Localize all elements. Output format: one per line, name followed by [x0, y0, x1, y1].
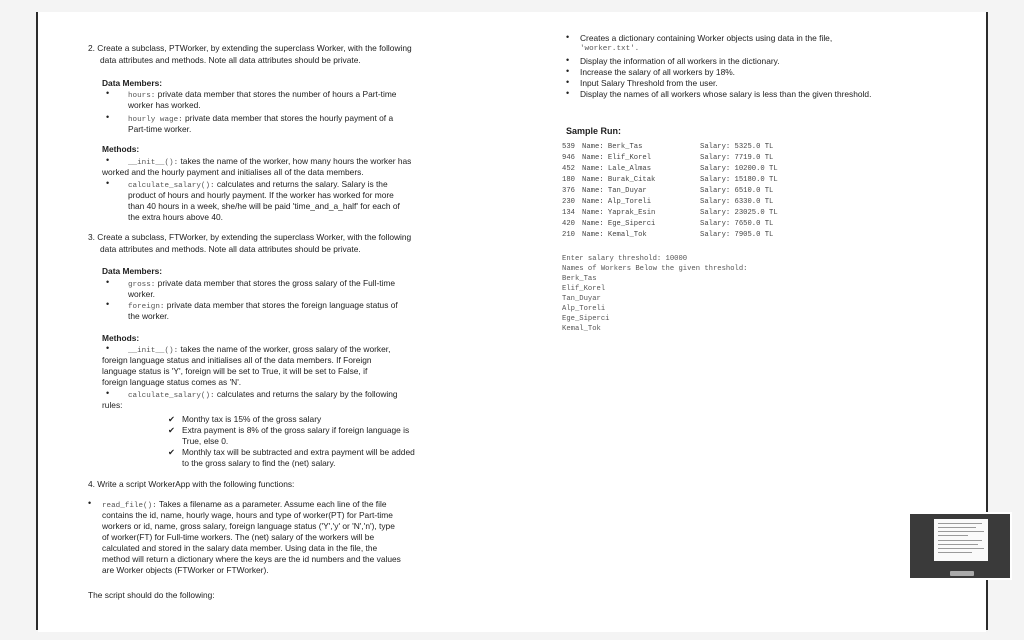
bullet-icon: • — [88, 498, 92, 508]
right-bullet-1-cont: 'worker.txt'. — [580, 45, 640, 53]
thumb-line — [938, 548, 984, 549]
q4-read-cont3: of worker(FT) for Full-time workers. The (net) salary of the workers will be — [102, 532, 375, 542]
bullet-icon: • — [566, 55, 570, 65]
table-row — [562, 153, 778, 164]
list-item: Berk_Tas — [562, 275, 597, 283]
run-salary: Salary: 7650.0 TL — [700, 220, 774, 228]
q3-init-item-cont: foreign language status and initialises all of the data members. If Foreign — [102, 355, 372, 365]
q4-read-cont6: are Worker objects (FTWorker or FTWorker). — [102, 565, 269, 575]
run-name: Name: Burak_Citak — [582, 176, 656, 184]
q2-methods-title: Methods: — [102, 144, 140, 154]
bullet-icon: • — [106, 178, 110, 188]
q4-read-cont4: calculated and stored in the salary data member. Using data in the file, the — [102, 543, 378, 553]
q2-wage-item-cont: Part-time worker. — [128, 124, 192, 134]
q4-read-cont2: workers or id, name, gross salary, foreign language status ('Y','y' or 'N','n'), type — [102, 521, 395, 531]
thumb-line — [938, 544, 978, 545]
list-item: Tan_Duyar — [562, 295, 601, 303]
bullet-icon: • — [566, 77, 570, 87]
q3-rule-2-cont: True, else 0. — [182, 436, 229, 446]
threshold-prompt: Enter salary threshold: 10000 — [562, 255, 688, 263]
thumb-line — [938, 527, 976, 528]
table-row — [562, 164, 778, 175]
run-name: Name: Elif_Korel — [582, 154, 652, 162]
list-item: Elif_Korel — [562, 285, 606, 293]
run-id: 452 — [562, 165, 575, 173]
threshold-output — [562, 254, 747, 334]
read-text: Takes a filename as a parameter. Assume each line of the file — [156, 499, 387, 509]
table-row — [562, 208, 778, 219]
table-row — [562, 230, 778, 241]
run-id: 230 — [562, 198, 575, 206]
run-id: 134 — [562, 209, 575, 217]
q3-members-title: Data Members: — [102, 266, 163, 276]
thumbnail-page-control[interactable] — [950, 571, 974, 576]
page-thumbnail[interactable] — [908, 512, 1012, 580]
q3-gross-item-cont: worker. — [128, 289, 155, 299]
names-title: Names of Workers Below the given threshold: — [562, 265, 748, 273]
run-name: Name: Kemal_Tok — [582, 231, 647, 239]
run-salary: Salary: 6330.0 TL — [700, 198, 774, 206]
q4-script-text: The script should do the following: — [88, 590, 215, 600]
q2-members-title: Data Members: — [102, 78, 163, 88]
bullet-icon: • — [106, 343, 110, 353]
run-name: Name: Lale_Almas — [582, 165, 652, 173]
checkmark-icon: ✔ — [168, 425, 176, 435]
read-code: read_file(): — [102, 502, 157, 510]
init-code: __init__(): — [128, 159, 179, 167]
run-id: 539 — [562, 143, 575, 151]
calc-text: calculates and returns the salary by the following — [214, 389, 398, 399]
bullet-icon: • — [566, 66, 570, 76]
q3-gross-item — [128, 278, 395, 290]
q2-calc-item-cont: product of hours and hourly payment. If the worker has worked for more — [128, 190, 394, 200]
thumbnail-page-preview[interactable] — [934, 519, 988, 561]
bullet-icon: • — [566, 88, 570, 98]
run-id: 420 — [562, 220, 575, 228]
q3-init-item-cont2: language status is 'Y', foreign will be set to True, it will be set to False, if — [102, 366, 368, 376]
q3-init-item-cont3: foreign language status comes as 'N'. — [102, 377, 242, 387]
table-row — [562, 219, 778, 230]
q2-hours-item-cont: worker has worked. — [128, 100, 201, 110]
list-item: Alp_Toreli — [562, 305, 606, 313]
run-name: Name: Berk_Tas — [582, 143, 643, 151]
run-id: 210 — [562, 231, 575, 239]
list-item: Ege_Siperci — [562, 315, 610, 323]
init-text: takes the name of the worker, gross salary of the worker, — [178, 344, 391, 354]
table-row — [562, 197, 778, 208]
foreign-text: private data member that stores the foreign language status of — [164, 300, 398, 310]
q2-heading-cont: data attributes and methods. Note all data attributes should be private. — [100, 55, 361, 65]
q4-read-cont: contains the id, name, hourly wage, hours and type of worker(PT) for Part-time — [102, 510, 393, 520]
run-salary: Salary: 15180.0 TL — [700, 176, 778, 184]
right-bullet-1: Creates a dictionary containing Worker objects using data in the file, — [580, 33, 833, 43]
gross-text: private data member that stores the gross salary of the Full-time — [155, 278, 396, 288]
run-salary: Salary: 6510.0 TL — [700, 187, 774, 195]
checkmark-icon: ✔ — [168, 414, 176, 424]
q3-foreign-item-cont: the worker. — [128, 311, 169, 321]
table-row — [562, 142, 778, 153]
q3-calc-item — [128, 389, 398, 401]
run-salary: Salary: 10200.0 TL — [700, 165, 778, 173]
document-page — [38, 12, 986, 632]
q2-calc-item-cont3: the extra hours above 40. — [128, 212, 223, 222]
bullet-icon: • — [106, 388, 110, 398]
run-name: Name: Ege_Siperci — [582, 220, 656, 228]
calc-text: calculates and returns the salary. Salary is the — [214, 179, 388, 189]
q3-rule-2: Extra payment is 8% of the gross salary if foreign language is — [182, 425, 410, 435]
table-row — [562, 186, 778, 197]
q2-calc-item-cont2: than 40 hours in a week, she/he will be paid 'time_and_a_half' for each of — [128, 201, 400, 211]
run-salary: Salary: 23025.0 TL — [700, 209, 778, 217]
bullet-icon: • — [106, 88, 110, 98]
gross-code: gross: — [128, 281, 156, 289]
bullet-icon: • — [106, 277, 110, 287]
hours-code: hours: — [128, 92, 156, 100]
table-row — [562, 175, 778, 186]
run-name: Name: Tan_Duyar — [582, 187, 647, 195]
q3-heading — [88, 232, 411, 242]
thumb-line — [938, 540, 982, 541]
bullet-icon: • — [106, 299, 110, 309]
thumb-line — [938, 535, 968, 536]
run-id: 180 — [562, 176, 575, 184]
calc-code: calculate_salary(): — [128, 392, 215, 400]
q2-heading: 2. Create a subclass, PTWorker, by extending the superclass Worker, with the following — [88, 43, 412, 53]
bullet-icon: • — [566, 32, 570, 42]
thumb-line — [938, 523, 982, 524]
q4-heading: 4. Write a script WorkerApp with the following functions: — [88, 479, 295, 489]
checkmark-icon: ✔ — [168, 447, 176, 457]
init-text: takes the name of the worker, how many hours the worker has — [178, 156, 412, 166]
sample-run-table — [562, 142, 778, 241]
right-bullet-4: Input Salary Threshold from the user. — [580, 78, 718, 88]
bullet-icon: • — [106, 112, 110, 122]
run-name: Name: Alp_Toreli — [582, 198, 652, 206]
sample-run-title: Sample Run: — [566, 126, 622, 136]
q3-rule-3-cont: to the gross salary to find the (net) salary. — [182, 458, 336, 468]
run-name: Name: Yaprak_Esin — [582, 209, 656, 217]
list-item: Kemal_Tok — [562, 325, 601, 333]
right-bullet-2: Display the information of all workers in the dictionary. — [580, 56, 780, 66]
thumb-line — [938, 531, 984, 532]
run-salary: Salary: 7905.0 TL — [700, 231, 774, 239]
bullet-icon: • — [106, 155, 110, 165]
q3-rule-1: Monthy tax is 15% of the gross salary — [182, 414, 322, 424]
q3-heading-text: 3. Create a subclass, FTWorker, by extending the superclass Worker, with the following — [88, 232, 412, 242]
calc-code: calculate_salary(): — [128, 182, 215, 190]
q2-init-item-cont: worked and the hourly payment and initialises all of the data members. — [102, 167, 364, 177]
run-salary: Salary: 7719.0 TL — [700, 154, 774, 162]
run-salary: Salary: 5325.0 TL — [700, 143, 774, 151]
q3-methods-title: Methods: — [102, 333, 140, 343]
right-bullet-5: Display the names of all workers whose salary is less than the given threshold. — [580, 89, 872, 99]
hours-text: private data member that stores the number of hours a Part-time — [155, 89, 397, 99]
init-code: __init__(): — [128, 347, 179, 355]
run-id: 376 — [562, 187, 575, 195]
q3-heading-cont: data attributes and methods. Note all data attributes should be private. — [100, 244, 361, 254]
q3-rule-3: Monthly tax will be subtracted and extra payment will be added — [182, 447, 415, 457]
thumb-line — [938, 552, 972, 553]
wage-text: private data member that stores the hourly payment of a — [182, 113, 394, 123]
q3-calc-item-cont: rules: — [102, 400, 123, 410]
run-id: 946 — [562, 154, 575, 162]
q4-read-cont5: method will return a dictionary where the keys are the id numbers and the values — [102, 554, 401, 564]
foreign-code: foreign: — [128, 303, 165, 311]
right-bullet-3: Increase the salary of all workers by 18%. — [580, 67, 736, 77]
wage-code: hourly wage: — [128, 116, 183, 124]
